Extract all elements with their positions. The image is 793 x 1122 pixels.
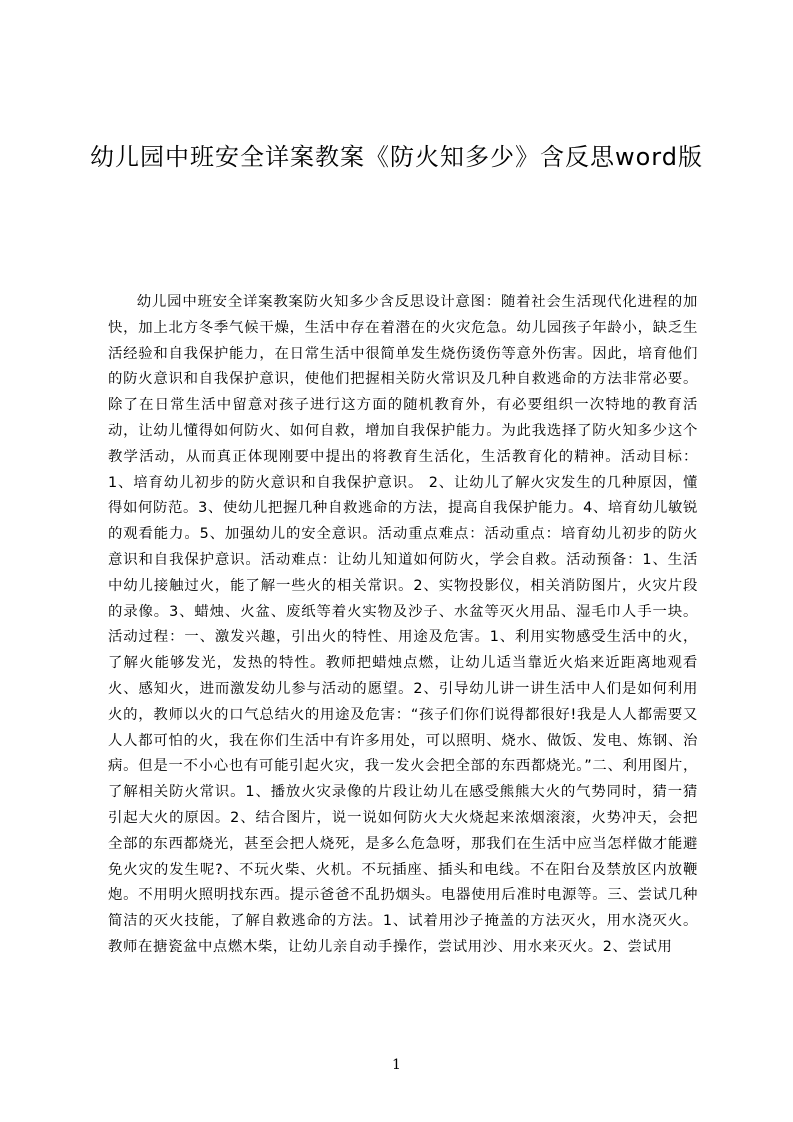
body-paragraph: 幼儿园中班安全详案教案防火知多少含反思设计意图：随着社会生活现代化进程的加快，加上北方冬季气候干燥，生活中存在着潜在的火灾危急。幼儿园孩子年龄小，缺乏生活经验和自我保护能力，在日常生活中很简单发生烧伤烫伤等意外伤害。因此，培育他们的防火意识和自我保护意识，使他们把握相关防火常识及几种自救逃命的方法非常必要。除了在日常生活中留意对孩子进行这方面的随机教育外，有必要组织一次特地的教育活动，让幼儿懂得如何防火、如何自救，增加自我保护能力。为此我选择了防火知多少这个教学活动，从而真正体现刚要中提出的将教育生活化，生活教育化的精神。活动目标：1、培育幼儿初步的防火意识和自我保护意识。 2、让幼儿了解火灾发生的几种原因，懂得如何防范。3、使幼儿把握几种自救逃命的方法，提高自我保护能力。4、培育幼儿敏锐的观看能力。5、加强幼儿的安全意识。活动重点难点：活动重点：培育幼儿初步的防火意识和自我保护意识。活动难点：让幼儿知道如何防火，学会自救。活动预备：1、生活中幼儿接触过火，能了解一些火的相关常识。2、实物投影仪，相关消防图片，火灾片段的录像。3、蜡烛、火盆、废纸等着火实物及沙子、水盆等灭火用品、湿毛巾人手一块。活动过程：一、激发兴趣，引出火的特性、用途及危害。1、利用实物感受生活中的火，了解火能够发光，发热的特性。教师把蜡烛点燃，让幼儿适当靠近火焰来近距离地观看火、感知火，进而激发幼儿参与活动的愿望。2、引导幼儿讲一讲生活中人们是如何利用火的，教师以火的口气总结火的用途及危害：“孩子们你们说得都很好!我是人人都需要又人人都可怕的火，我在你们生活中有许多用处，可以照明、烧水、做饭、发电、炼钢、治病。但是一不小心也有可能引起火灾，我一发火会把全部的东西都烧光。”二、利用图片，了解相关防火常识。1、播放火灾录像的片段让幼儿在感受熊熊大火的气势同时，猜一猜引起大火的原因。2、结合图片，说一说如何防火大火烧起来浓烟滚滚，火势冲天，会把全部的东西都烧光，甚至会把人烧死，是多么危急呀，那我们在生活中应当怎样做才能避免火灾的发生呢?、不玩火柴、火机。不玩插座、插头和电线。不在阳台及禁放区内放鞭炮。不用明火照明找东西。提示爸爸不乱扔烟头。电器使用后准时电源等。三、尝试几种简洁的灭火技能，了解自救逃命的方法。1、试着用沙子掩盖的方法灭火，用水浇灭火。教师在搪瓷盆中点燃木柴，让幼儿亲自动手操作，尝试用沙、用水来灭火。2、尝试用 [108,294,698,955]
page-number: 1 [392,1057,401,1073]
document-title: 幼儿园中班安全详案教案《防火知多少》含反思word版 [90,143,703,171]
